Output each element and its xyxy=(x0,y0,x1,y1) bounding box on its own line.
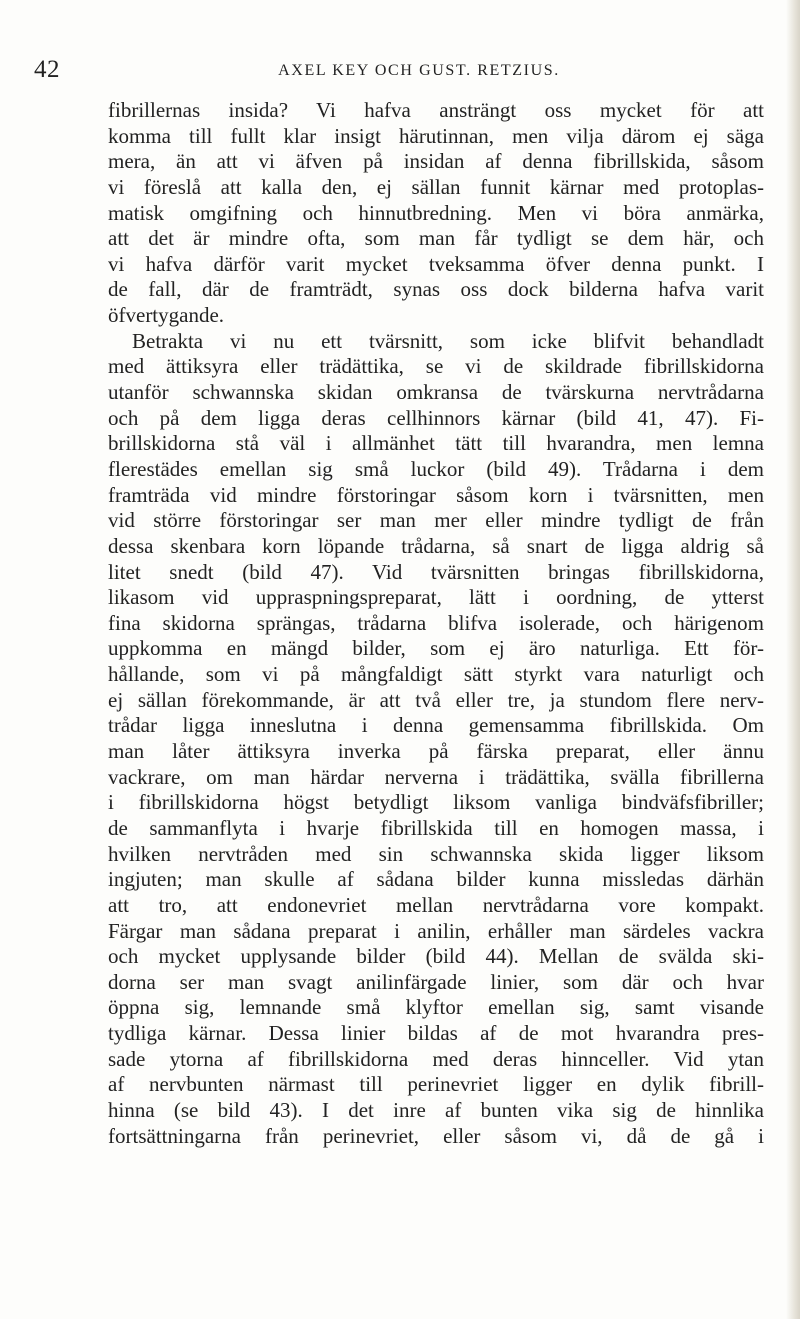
text-line: tydliga kärnar. Dessa linier bildas af de mot hvarandra pres- xyxy=(108,1021,764,1046)
text-line: af nervbunten närmast till perinevriet ligger en dylik fibrill- xyxy=(108,1072,764,1097)
text-line: mera, än att vi äfven på insidan af denna fibrillskida, såsom xyxy=(108,149,764,174)
paragraph-end-line: öfvertygande. xyxy=(108,303,225,328)
text-line: vi hafva därför varit mycket tveksamma öfver denna punkt. I xyxy=(108,251,764,276)
text-line: ingjuten; man skulle af sådana bilder kunna missledas därhän xyxy=(108,867,764,892)
text-line: komma till fullt klar insigt härutinnan, men vilja därom ej säga xyxy=(108,123,764,148)
text-line: öppna sig, lemnande små klyftor emellan sig, samt visande xyxy=(108,995,764,1020)
text-line: att det är mindre ofta, som man får tydligt se dem här, och xyxy=(108,226,764,251)
text-line: matisk omgifning och hinnutbredning. Men vi böra anmärka, xyxy=(108,200,764,225)
text-line: sade ytorna af fibrillskidorna med deras hinnceller. Vid ytan xyxy=(108,1046,764,1071)
text-line: framträda vid mindre förstoringar såsom korn i tvärsnitten, men xyxy=(108,482,764,507)
text-line: ej sällan förekommande, är att två eller tre, ja stundom flere nerv- xyxy=(108,687,764,712)
text-line: uppkomma en mängd bilder, som ej äro naturliga. Ett för- xyxy=(108,636,764,661)
text-line: fortsättningarna från perinevriet, eller såsom vi, då de gå i xyxy=(108,1123,764,1148)
running-head: AXEL KEY OCH GUST. RETZIUS. xyxy=(278,62,560,79)
text-line: dessa skenbara korn löpande trådarna, så snart de ligga aldrig så xyxy=(108,533,764,558)
text-line: brillskidorna stå väl i allmänhet tätt till hvarandra, men lemna xyxy=(108,431,764,456)
text-line: dorna ser man svagt anilinfärgade linier, som där och hvar xyxy=(108,969,764,994)
text-line: hvilken nervtråden med sin schwannska skida ligger liksom xyxy=(108,841,764,866)
text-line: fibrillernas insida? Vi hafva ansträngt oss mycket för att xyxy=(108,98,764,122)
text-line: att tro, att endonevriet mellan nervtrådarna vore kompakt. xyxy=(108,892,764,917)
text-line: hållande, som vi på mångfaldigt sätt styrkt vara naturligt och xyxy=(108,662,764,687)
text-line: flerestädes emellan sig små luckor (bild 49). Trådarna i dem xyxy=(108,456,764,481)
text-line: man låter ättiksyra inverka på färska preparat, eller ännu xyxy=(108,739,764,764)
page-number: 42 xyxy=(34,56,60,83)
text-line: vi föreslå att kalla den, ej sällan funnit kärnar med protoplas- xyxy=(108,174,764,199)
paragraph-start-line: Betrakta vi nu ett tvärsnitt, som icke blifvit behandladt xyxy=(132,328,764,353)
text-line: och på dem ligga deras cellhinnors kärnar (bild 41, 47). Fi- xyxy=(108,405,764,430)
text-line: i fibrillskidorna högst betydligt liksom vanliga bindväfsfibriller; xyxy=(108,790,764,815)
text-line: litet snedt (bild 47). Vid tvärsnitten bringas fibrillskidorna, xyxy=(108,559,764,584)
text-line: de sammanflyta i hvarje fibrillskida till en homogen massa, i xyxy=(108,815,764,840)
text-line: fina skidorna sprängas, trådarna blifva isolerade, och härigenom xyxy=(108,610,764,635)
text-line: trådar ligga inneslutna i denna gemensamma fibrillskida. Om xyxy=(108,713,764,738)
page-header xyxy=(34,56,774,86)
text-line: och mycket upplysande bilder (bild 44). Mellan de svälda ski- xyxy=(108,944,764,969)
text-line: Färgar man sådana preparat i anilin, erhåller man särdeles vackra xyxy=(108,918,764,943)
text-line: likasom vid uppraspningspreparat, lätt i oordning, de ytterst xyxy=(108,585,764,610)
page-edge-shadow xyxy=(786,0,800,1319)
text-line: vid större förstoringar ser man mer eller mindre tydligt de från xyxy=(108,508,764,533)
text-line: utanför schwannska skidan omkransa de tvärskurna nervtrådarna xyxy=(108,380,764,405)
text-line: vackrare, om man härdar nerverna i trädättika, svälla fibrillerna xyxy=(108,764,764,789)
body-text xyxy=(108,98,764,1149)
text-line: med ättiksyra eller trädättika, se vi de skildrade fibrillskidorna xyxy=(108,354,764,379)
text-line: hinna (se bild 43). I det inre af bunten vika sig de hinnlika xyxy=(108,1097,764,1122)
text-line: de fall, där de framträdt, synas oss dock bilderna hafva varit xyxy=(108,277,764,302)
